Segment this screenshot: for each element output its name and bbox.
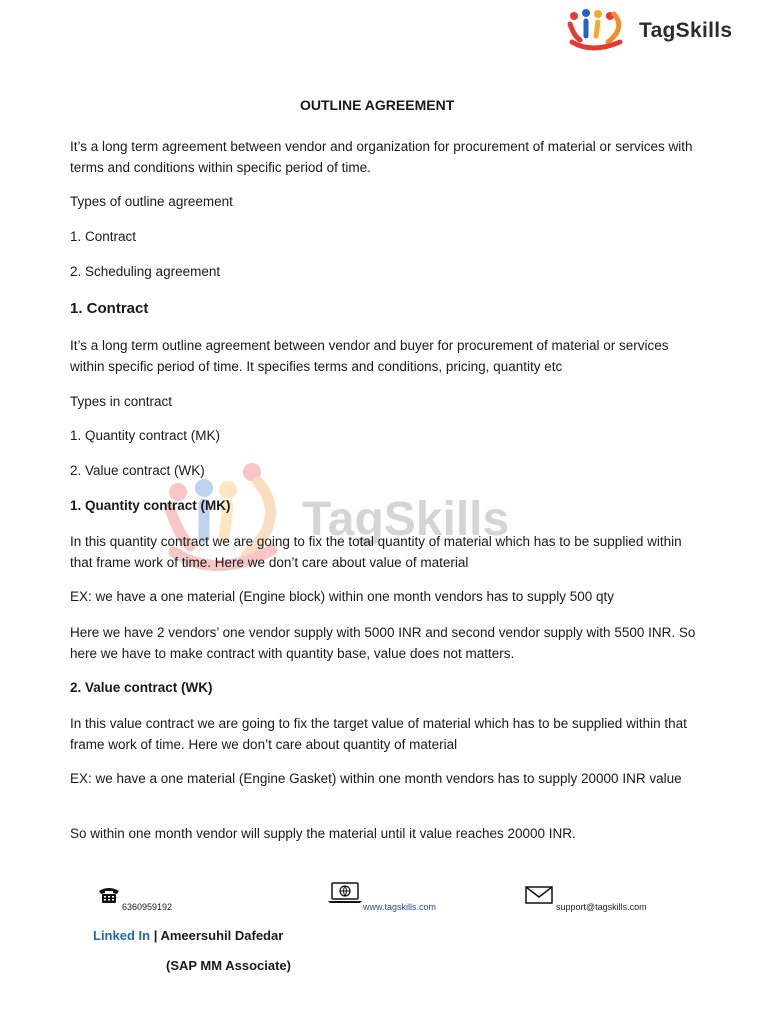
laptop-globe-icon [327,882,363,904]
types-heading: Types of outline agreement [70,194,233,209]
page-title: OUTLINE AGREEMENT [300,97,455,113]
email-address[interactable]: support@tagskills.com [556,902,647,912]
contract-types-heading: Types in contract [70,394,173,409]
value-contract-note: So within one month vendor will supply the material until it value reaches 20000 INR. [70,826,576,841]
contract-type-quantity: 1. Quantity contract (MK) [70,428,221,443]
linkedin-label[interactable]: Linked In [93,928,151,943]
watermark-text: TagSkills [302,493,510,546]
contract-heading: 1. Contract [70,300,149,317]
quantity-contract-description: In this quantity contract we are going to fix the total quantity of material which has to be supplied within that frame work of time. Here we don’t care about value of material [70,534,682,570]
linkedin-separator: | [153,928,158,943]
type-item-scheduling: 2. Scheduling agreement [70,264,221,279]
quantity-contract-example: EX: we have a one material (Engine block) within one month vendors has to supply 500 qty [70,589,615,604]
value-contract-example: EX: we have a one material (Engine Gasket) within one month vendors has to supply 20000 INR value [70,771,682,786]
value-contract-heading: 2. Value contract (WK) [70,680,213,695]
author-name: Ameersuhil Dafedar [160,928,284,943]
type-item-contract: 1. Contract [70,229,137,244]
contract-description: It’s a long term outline agreement between vendor and buyer for procurement of material or services within specific period of time. It specifies terms and conditions, pricing, quantity etc [70,338,669,374]
phone-icon [97,886,121,904]
phone-number: 6360959192 [122,902,173,912]
logo-text: TagSkills [639,19,733,42]
intro-paragraph: It’s a long term agreement between vendor and organization for procurement of material or services with terms and conditions within specific period of time. [70,139,693,175]
quantity-contract-heading: 1. Quantity contract (MK) [70,498,231,513]
value-contract-description: In this value contract we are going to fix the target value of material which has to be supplied within that frame work of time. Here we don’t care about quantity of material [70,716,687,752]
linkedin-line [93,928,283,943]
author-role: (SAP MM Associate) [166,958,291,973]
contract-type-value: 2. Value contract (WK) [70,463,205,478]
tagskills-logo [564,6,764,52]
logo-people-icon [564,6,636,52]
mail-icon [525,886,553,904]
website-link[interactable]: www.tagskills.com [363,902,437,912]
quantity-contract-note: Here we have 2 vendors’ one vendor supply with 5000 INR and second vendor supply with 5500 INR. So here we have to make contract with quantity base, value does not matters. [70,625,696,661]
